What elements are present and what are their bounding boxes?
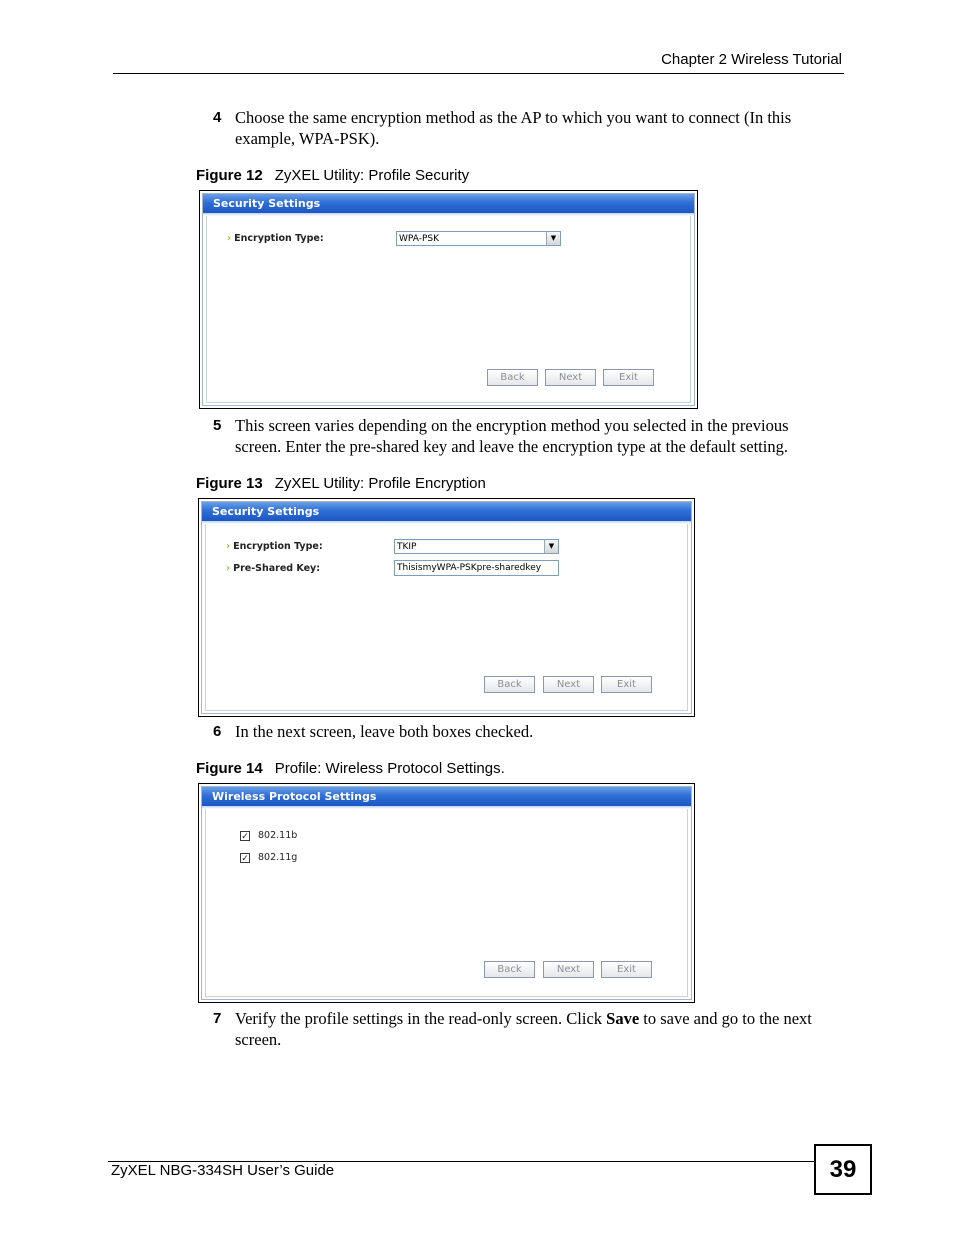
page-number: 39 [814, 1144, 872, 1195]
step-text-line: screen. [235, 1029, 282, 1049]
step-text-line: example, WPA-PSK). [235, 128, 380, 148]
step-text-line: In the next screen, leave both boxes checked. [235, 722, 534, 741]
exit-button[interactable]: Exit [601, 676, 652, 693]
window-title: Security Settings [202, 502, 691, 521]
green-arrow-icon: › [227, 233, 232, 244]
step-7 [213, 1009, 843, 1051]
step-text-line: Choose the same encryption method as the AP to which you want to connect (In this [235, 108, 792, 127]
encryption-type-select[interactable] [396, 231, 561, 246]
check-icon[interactable]: ✓ [241, 831, 249, 842]
figure-caption [196, 760, 505, 777]
next-button[interactable]: Next [543, 676, 594, 693]
guide-title: ZyXEL NBG-334SH User’s Guide [111, 1162, 335, 1179]
figure-label: Figure 13 [196, 475, 263, 492]
window-title: Security Settings [203, 194, 694, 213]
step-number: 4 [213, 109, 222, 126]
figure-title: ZyXEL Utility: Profile Security [274, 167, 470, 184]
pre-shared-key-input[interactable]: ThisismyWPA-PSKpre-sharedkey [394, 560, 559, 576]
exit-button[interactable]: Exit [603, 369, 654, 386]
chapter-header: Chapter 2 Wireless Tutorial [661, 51, 842, 68]
step-number: 6 [213, 723, 222, 740]
check-icon[interactable]: ✓ [241, 853, 249, 864]
step-6 [213, 722, 833, 744]
save-keyword: Save [606, 1009, 640, 1028]
figure-title: ZyXEL Utility: Profile Encryption [274, 475, 486, 492]
wireless-protocol-screenshot [198, 783, 695, 1003]
step-text-line: screen. Enter the pre-shared key and leave the encryption type at the default setting. [235, 436, 788, 456]
encryption-type-select[interactable] [394, 539, 559, 554]
header-divider [113, 73, 844, 74]
window-title: Wireless Protocol Settings [202, 787, 691, 806]
step-5 [213, 416, 833, 458]
figure-caption [196, 475, 486, 492]
step-text: Verify the profile settings in the read-only screen. Click [235, 1009, 607, 1028]
profile-security-screenshot [199, 190, 698, 409]
figure-caption [196, 167, 469, 184]
green-arrow-icon: › [226, 541, 231, 552]
green-arrow-icon: › [226, 563, 231, 574]
next-button[interactable]: Next [543, 961, 594, 978]
figure-title: Profile: Wireless Protocol Settings. [274, 760, 505, 777]
chevron-down-icon[interactable]: ▼ [546, 232, 560, 245]
exit-button[interactable]: Exit [601, 961, 652, 978]
encryption-type-label: › Encryption Type: [226, 541, 323, 552]
encryption-type-value: TKIP [397, 542, 417, 552]
figure-label: Figure 14 [196, 760, 263, 777]
step-text-line: This screen varies depending on the encryption method you selected in the previous [235, 416, 789, 435]
step-number: 5 [213, 417, 222, 434]
encryption-type-label: › Encryption Type: [227, 233, 324, 244]
back-button[interactable]: Back [484, 676, 535, 693]
step-4 [213, 108, 833, 150]
step-text: to save and go to the next [639, 1009, 812, 1028]
checkbox-80211g[interactable]: ✓ 802.11g [241, 852, 298, 864]
step-number: 7 [213, 1010, 222, 1027]
back-button[interactable]: Back [484, 961, 535, 978]
next-button[interactable]: Next [545, 369, 596, 386]
chevron-down-icon[interactable]: ▼ [544, 540, 558, 553]
pre-shared-key-label: › Pre-Shared Key: [226, 563, 321, 574]
figure-label: Figure 12 [196, 167, 263, 184]
back-button[interactable]: Back [487, 369, 538, 386]
checkbox-80211b[interactable]: ✓ 802.11b [241, 830, 298, 842]
encryption-type-value: WPA-PSK [399, 234, 439, 244]
profile-encryption-screenshot [198, 498, 695, 717]
